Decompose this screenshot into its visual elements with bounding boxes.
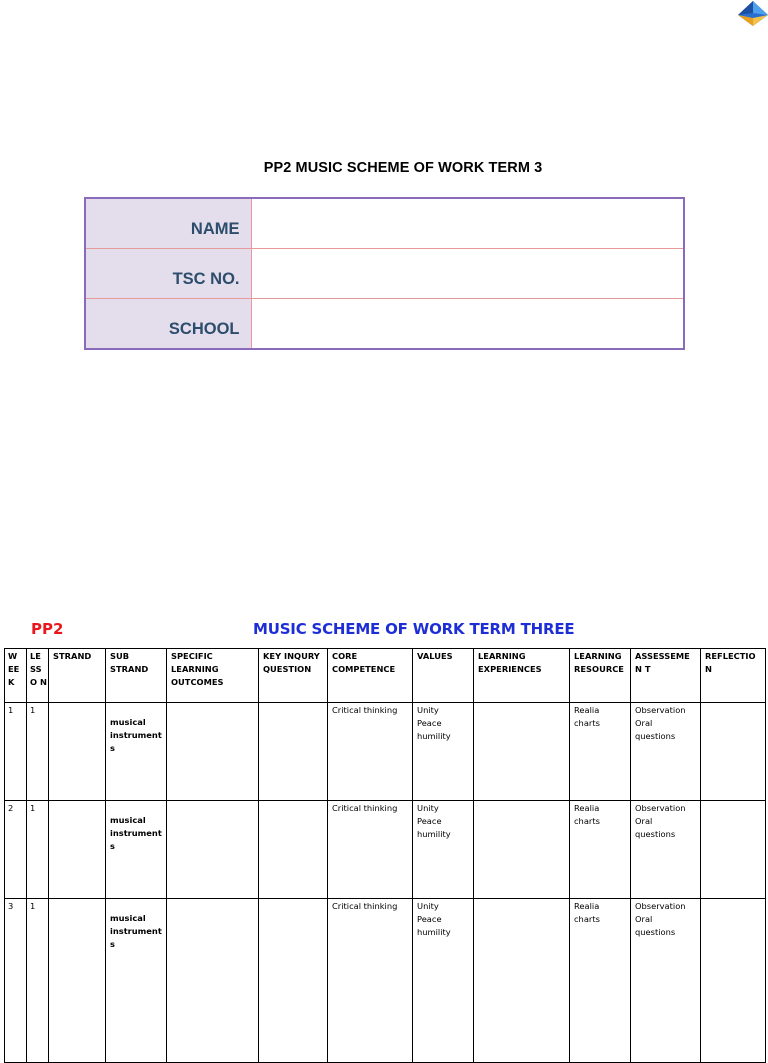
- teacher-info-table: [84, 197, 685, 350]
- cell-week: 3: [5, 899, 27, 1063]
- info-value-school[interactable]: [251, 299, 684, 350]
- cell-lesson: 1: [27, 899, 49, 1063]
- info-row-name: [85, 198, 684, 249]
- col-header-week: W EE K: [5, 649, 27, 703]
- cell-experiences: [474, 899, 570, 1063]
- col-header-lesson: LE SS O N: [27, 649, 49, 703]
- cell-question: [259, 899, 328, 1063]
- col-header-sub-strand: SUB STRAND: [106, 649, 167, 703]
- section-title: MUSIC SCHEME OF WORK TERM THREE: [253, 620, 575, 638]
- cell-question: [259, 703, 328, 801]
- cell-competence: Critical thinking: [328, 899, 413, 1063]
- col-header-outcomes: SPECIFIC LEARNING OUTCOMES: [167, 649, 259, 703]
- info-value-tsc[interactable]: [251, 249, 684, 299]
- col-header-question: KEY INQURY QUESTION: [259, 649, 328, 703]
- info-row-school: [85, 299, 684, 350]
- cell-outcomes: [167, 703, 259, 801]
- table-header-row: [5, 649, 766, 703]
- cell-strand: [49, 703, 106, 801]
- blue-diamond-logo-icon: [736, 0, 768, 28]
- cell-week: 1: [5, 703, 27, 801]
- table-row: [5, 801, 766, 899]
- col-header-reflection: REFLECTION: [701, 649, 766, 703]
- cell-resources: Realia charts: [570, 899, 631, 1063]
- page-title: PP2 MUSIC SCHEME OF WORK TERM 3: [263, 160, 543, 176]
- cell-assessment: Observation Oral questions: [631, 703, 701, 801]
- col-header-resources: LEARNING RESOURCE: [570, 649, 631, 703]
- cell-lesson: 1: [27, 703, 49, 801]
- cell-assessment: Observation Oral questions: [631, 801, 701, 899]
- cell-reflection: [701, 703, 766, 801]
- info-value-name[interactable]: [251, 198, 684, 249]
- cell-values: Unity Peace humility: [413, 801, 474, 899]
- info-label-name: NAME: [85, 198, 251, 249]
- cell-reflection: [701, 801, 766, 899]
- cell-week: 2: [5, 801, 27, 899]
- info-label-tsc: TSC NO.: [85, 249, 251, 299]
- cell-sub-strand: musical instrument s: [106, 703, 167, 801]
- cell-values: Unity Peace humility: [413, 899, 474, 1063]
- cell-outcomes: [167, 899, 259, 1063]
- cell-strand: [49, 899, 106, 1063]
- cell-outcomes: [167, 801, 259, 899]
- cell-resources: Realia charts: [570, 801, 631, 899]
- cell-values: Unity Peace humility: [413, 703, 474, 801]
- cell-sub-strand: musical instrument s: [106, 801, 167, 899]
- col-header-assessment: ASSESSEMEN T: [631, 649, 701, 703]
- table-row: [5, 899, 766, 1063]
- cell-experiences: [474, 801, 570, 899]
- cell-competence: Critical thinking: [328, 703, 413, 801]
- scheme-of-work-table: [4, 648, 766, 1063]
- info-label-school: SCHOOL: [85, 299, 251, 350]
- table-row: [5, 703, 766, 801]
- cell-resources: Realia charts: [570, 703, 631, 801]
- info-row-tsc: [85, 249, 684, 299]
- cell-reflection: [701, 899, 766, 1063]
- cell-competence: Critical thinking: [328, 801, 413, 899]
- cell-sub-strand: musical instrument s: [106, 899, 167, 1063]
- col-header-experiences: LEARNING EXPERIENCES: [474, 649, 570, 703]
- section-grade-label: PP2: [31, 620, 64, 638]
- cell-strand: [49, 801, 106, 899]
- col-header-values: VALUES: [413, 649, 474, 703]
- cell-assessment: Observation Oral questions: [631, 899, 701, 1063]
- col-header-competence: CORE COMPETENCE: [328, 649, 413, 703]
- col-header-strand: STRAND: [49, 649, 106, 703]
- cell-question: [259, 801, 328, 899]
- cell-experiences: [474, 703, 570, 801]
- cell-lesson: 1: [27, 801, 49, 899]
